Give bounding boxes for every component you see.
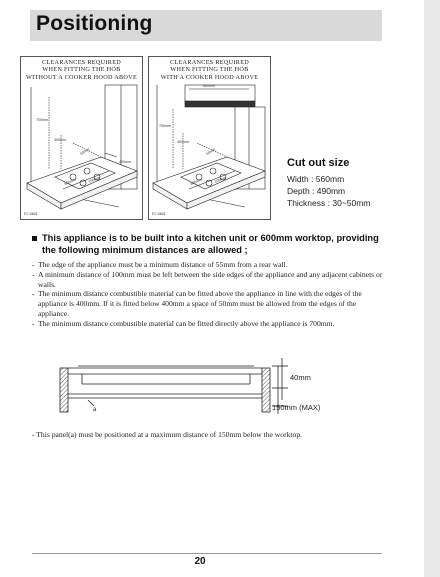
rule-text: The minimum distance combustible material can be fitted directly above the appliance is 700mm. <box>38 318 335 328</box>
section-label-panel-a: a <box>93 407 97 413</box>
label-400mm: 400mm <box>177 140 189 144</box>
label-100mm: 100mm <box>213 175 227 184</box>
rule-text: A minimum distance of 100mm must be left between the side edges of the appliance and any adjacent cabinets or walls. <box>38 269 383 289</box>
section-label-40mm: 40mm <box>290 373 311 382</box>
page-number: 20 <box>194 556 206 567</box>
caption-line: WHEN FITTING THE HOB <box>42 66 121 74</box>
clearance-diagram-without-hood <box>20 56 143 220</box>
caption-line: WHEN FITTING THE HOB <box>170 66 249 74</box>
label-400mm: 400mm <box>54 138 66 142</box>
rule-item: - The minimum distance combustible material can be fitted above the appliance in line with the edges of the appliance is 400mm. If it is fitted below 400mm a space of 50mm must be allowed from the edges of the appliance. <box>32 289 362 318</box>
rule-item: - The minimum distance combustible material can be fitted directly above the appliance is 700mm. <box>32 318 335 328</box>
caption-line: CLEARANCES REQUIRED <box>41 59 122 66</box>
label-600mm: 600mm <box>63 177 77 186</box>
page-edge-strip <box>424 0 440 577</box>
caption-line: WITH A COOKER HOOD ABOVE <box>160 73 259 81</box>
rule-item: - The edge of the appliance must be a minimum distance of 55mm from a rear wall. <box>32 260 288 269</box>
label-50mm: 50mm <box>205 147 217 156</box>
clearance-drawing <box>149 57 270 219</box>
caption-line: CLEARANCES REQUIRED <box>169 59 250 66</box>
label-50mm: 50mm <box>79 147 91 156</box>
rule-text: The minimum distance combustible material can be fitted above the appliance in line with the edges of the appliance is 400mm. If it is fitted below 400mm a space of 50mm must be allowed from the edges of the appliance. <box>38 289 362 318</box>
label-700mm: 700mm <box>36 118 48 122</box>
page-header <box>30 10 382 41</box>
caption-line: WITHOUT A COOKER HOOD ABOVE <box>25 73 138 81</box>
diagram-code: FC.0801 <box>152 212 166 216</box>
distance-rules-list <box>32 260 388 329</box>
label-400mm-side: 400mm <box>119 160 131 164</box>
clearance-drawing <box>21 57 142 219</box>
rule-item: - A minimum distance of 100mm must be left between the side edges of the appliance and any adjacent cabinets or walls. <box>32 269 383 289</box>
section-label-150mm: 150mm (MAX) <box>272 403 321 412</box>
footer-divider <box>32 553 382 554</box>
installation-notice <box>32 233 388 256</box>
rule-text: The edge of the appliance must be a minimum distance of 55mm from a rear wall. <box>38 260 288 269</box>
notice-text: This appliance is to be built into a kitchen unit or 600mm worktop, providing the following minimum distances are allowed ; <box>42 233 379 255</box>
cutout-size-panel <box>287 157 370 209</box>
label-100mm: 100mm <box>87 175 101 184</box>
cutout-width: Width : 560mm <box>287 174 345 184</box>
panel-position-note: - This panel(a) must be positioned at a maximum distance of 150mm below the worktop. <box>32 430 303 439</box>
clearance-diagram-with-hood <box>148 56 271 220</box>
bullet-square-icon <box>32 236 37 241</box>
cutout-thickness: Thickness : 30~50mm <box>287 198 371 208</box>
label-hood-600mm: 600mm <box>203 84 215 88</box>
cutout-depth: Depth : 490mm <box>287 186 346 196</box>
diagram-code: FC.0801 <box>24 212 38 216</box>
cutout-title: Cut out size <box>287 157 350 169</box>
page-title: Positioning <box>36 12 153 35</box>
label-600mm: 600mm <box>189 177 203 186</box>
label-700mm: 700mm <box>159 124 171 128</box>
worktop-section-diagram <box>58 356 358 418</box>
